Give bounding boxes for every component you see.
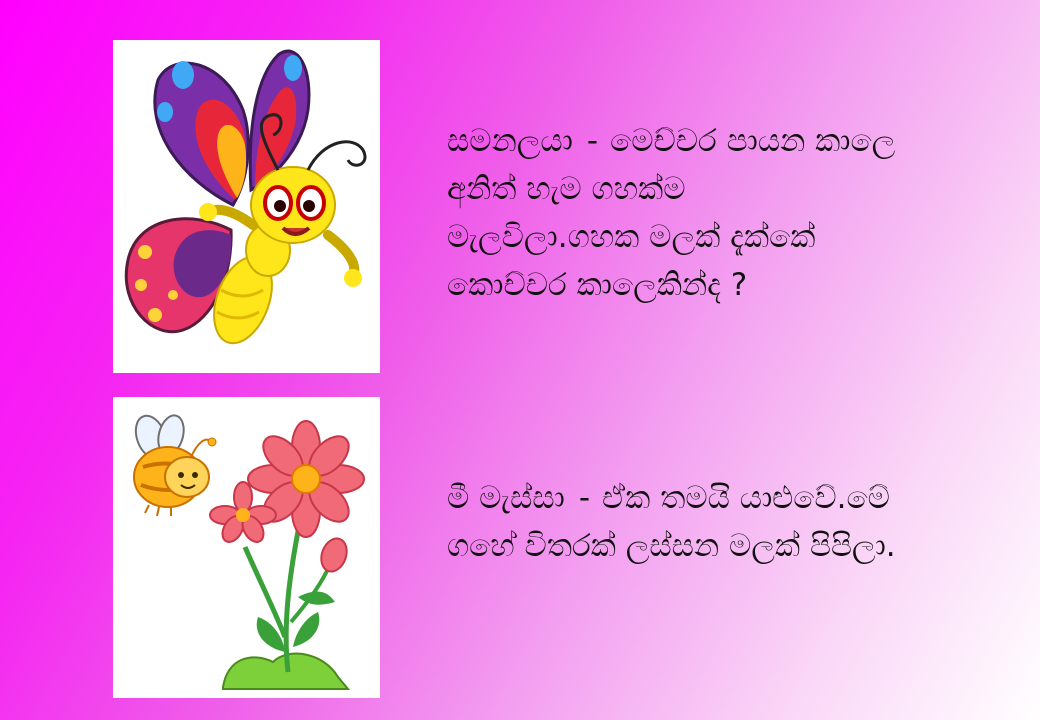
dialog-text: මෙච්චර පායන කාලෙ	[610, 123, 896, 159]
dialog-line: කොච්චර කාලෙකින්ද ?	[447, 267, 748, 303]
butterfly-dialog	[447, 117, 895, 309]
dialog-line	[447, 117, 895, 165]
dialog-line: අනිත් හැම ගහක්ම	[447, 171, 686, 207]
bee-and-flower-illustration	[113, 397, 380, 698]
butterfly-icon	[113, 40, 380, 373]
dialog-line: ගහේ විතරක් ලස්සන මලක් පිපිලා.	[447, 528, 896, 564]
speaker-name: සමනලයා	[447, 123, 573, 159]
butterfly-illustration	[113, 40, 380, 373]
flower-icon	[113, 397, 380, 698]
dialog-text: ඒක තමයි යාළුවේ.මේ	[602, 480, 890, 516]
dialog-line: මැලවිලා.ගහක මලක් දැක්කේ	[447, 219, 816, 255]
speaker-dash: -	[578, 480, 591, 516]
speaker-name: මී මැස්සා	[447, 480, 565, 516]
speaker-dash: -	[586, 123, 599, 159]
bee-dialog	[447, 474, 896, 570]
dialog-line	[447, 474, 896, 522]
bee-icon	[130, 412, 216, 516]
